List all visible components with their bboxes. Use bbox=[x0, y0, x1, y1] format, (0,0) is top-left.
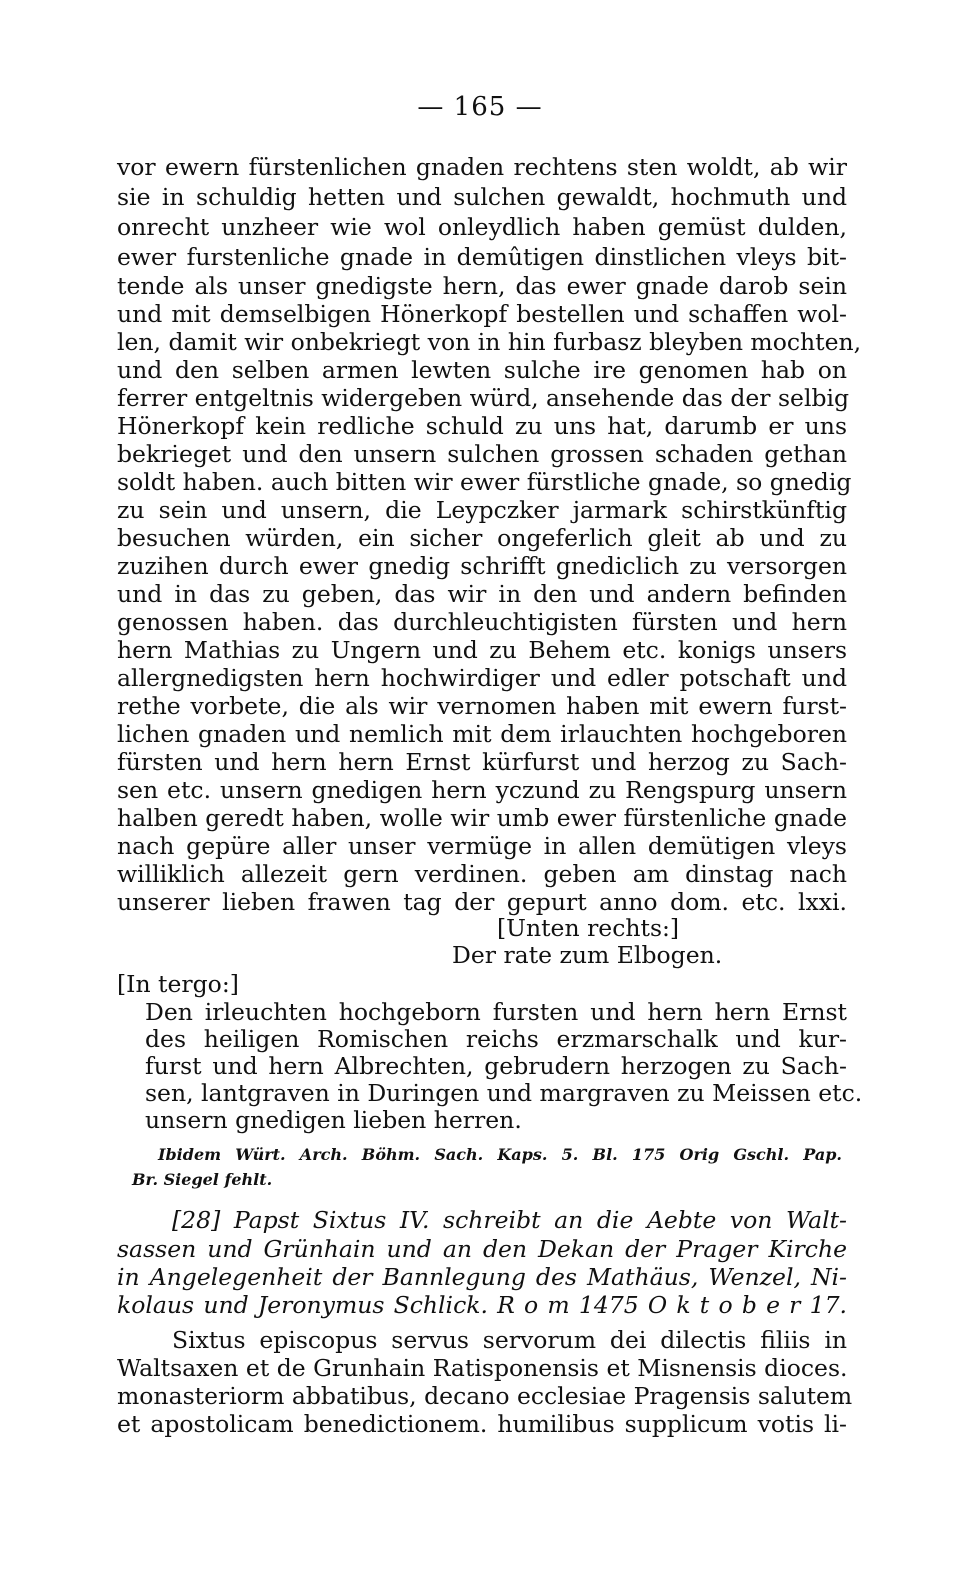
text-line: und in das zu geben, das wir in den und andern befinden bbox=[117, 580, 847, 608]
text-line: et apostolicam benedictionem. humilibus supplicum votis li- bbox=[117, 1410, 847, 1438]
text-line: vor ewern fürstenlichen gnaden rechtens sten woldt, ab wir bbox=[117, 153, 847, 181]
text-line: Hönerkopf kein redliche schuld zu uns hat, darumb er uns bbox=[117, 412, 847, 440]
text-line: halben geredt haben, wolle wir umb ewer fürstenliche gnade bbox=[117, 804, 847, 832]
unten-rechts-note: [Unten rechts:] bbox=[497, 914, 680, 942]
text-line: und mit demselbigen Hönerkopf bestellen und schaffen wol- bbox=[117, 300, 847, 328]
text-line: zu sein und unsern, die Leypczker jarmark schirstkünftig bbox=[117, 496, 847, 524]
text-line: kolaus und Jeronymus Schlick. R o m 1475 O k t o b e r 17. bbox=[117, 1291, 847, 1319]
text-line: Ibidem Würt. Arch. Böhm. Sach. Kaps. 5. Bl. 175 Orig Gschl. Pap. bbox=[158, 1145, 842, 1164]
signature: Der rate zum Elbogen. bbox=[452, 941, 723, 969]
text-line: Sixtus episcopus servus servorum dei dilectis filiis in bbox=[172, 1326, 847, 1354]
text-line: zuzihen durch ewer gnedig schrifft gnediclich zu versorgen bbox=[117, 552, 847, 580]
text-line: len, damit wir onbekriegt von in hin furbasz bleyben mochten, bbox=[117, 328, 862, 356]
text-line: unsern gnedigen lieben herren. bbox=[145, 1106, 522, 1134]
text-line: Den irleuchten hochgeborn fursten und hern hern Ernst bbox=[145, 998, 847, 1026]
in-tergo-note: [In tergo:] bbox=[117, 970, 239, 998]
text-line: des heiligen Romischen reichs erzmarschalk und kur- bbox=[145, 1025, 847, 1053]
text-line: williklich allezeit gern verdinen. geben am dinstag nach bbox=[117, 860, 847, 888]
text-line: in Angelegenheit der Bannlegung des Mathäus, Wenzel, Ni- bbox=[117, 1263, 847, 1291]
text-line: besuchen würden, ein sicher ongeferlich gleit ab und zu bbox=[117, 524, 847, 552]
text-line: [28] Papst Sixtus IV. schreibt an die Aebte von Walt- bbox=[172, 1206, 847, 1234]
text-line: sen, lantgraven in Duringen und margraven zu Meissen etc. bbox=[145, 1079, 863, 1107]
text-line: und den selben armen lewten sulche ire genomen hab on bbox=[117, 356, 847, 384]
text-line: sassen und Grünhain und an den Dekan der Prager Kirche bbox=[117, 1235, 847, 1263]
page-number: — 165 — bbox=[417, 92, 543, 122]
text-line: soldt haben. auch bitten wir ewer fürstliche gnade, so gnedig bbox=[117, 468, 852, 496]
text-line: Br. Siegel fehlt. bbox=[132, 1170, 273, 1189]
text-line: bekrieget und den unsern sulchen grossen schaden gethan bbox=[117, 440, 847, 468]
text-line: hern Mathias zu Ungern und zu Behem etc. konigs unsers bbox=[117, 636, 847, 664]
text-line: fürsten und hern hern Ernst kürfurst und herzog zu Sach- bbox=[117, 748, 847, 776]
text-line: allergnedigsten hern hochwirdiger und edler potschaft und bbox=[117, 664, 847, 692]
text-line: sen etc. unsern gnedigen hern yczund zu Rengspurg unsern bbox=[117, 776, 847, 804]
text-line: sie in schuldig hetten und sulchen gewaldt, hochmuth und bbox=[117, 183, 847, 211]
text-line: ferrer entgeltnis widergeben würd, ansehende das der selbig bbox=[117, 384, 850, 412]
text-line: Waltsaxen et de Grunhain Ratisponensis et Misnensis dioces. bbox=[117, 1354, 848, 1382]
text-line: tende als unser gnedigste hern, das ewer gnade darob sein bbox=[117, 272, 847, 300]
text-line: lichen gnaden und nemlich mit dem irlauchten hochgeboren bbox=[117, 720, 847, 748]
text-line: furst und hern Albrechten, gebrudern herzogen zu Sach- bbox=[145, 1052, 847, 1080]
text-line: ewer furstenliche gnade in demûtigen dinstlichen vleys bit- bbox=[117, 243, 847, 271]
text-line: monasteriorm abbatibus, decano ecclesiae Pragensis salutem bbox=[117, 1382, 853, 1410]
text-line: rethe vorbete, die als wir vernomen haben mit ewern furst- bbox=[117, 692, 847, 720]
text-line: unserer lieben frawen tag der gepurt anno dom. etc. lxxi. bbox=[117, 888, 847, 916]
text-line: genossen haben. das durchleuchtigisten fürsten und hern bbox=[117, 608, 847, 636]
text-line: nach gepüre aller unser vermüge in allen demütigen vleys bbox=[117, 832, 847, 860]
text-line: onrecht unzheer wie wol onleydlich haben gemüst dulden, bbox=[117, 213, 847, 241]
